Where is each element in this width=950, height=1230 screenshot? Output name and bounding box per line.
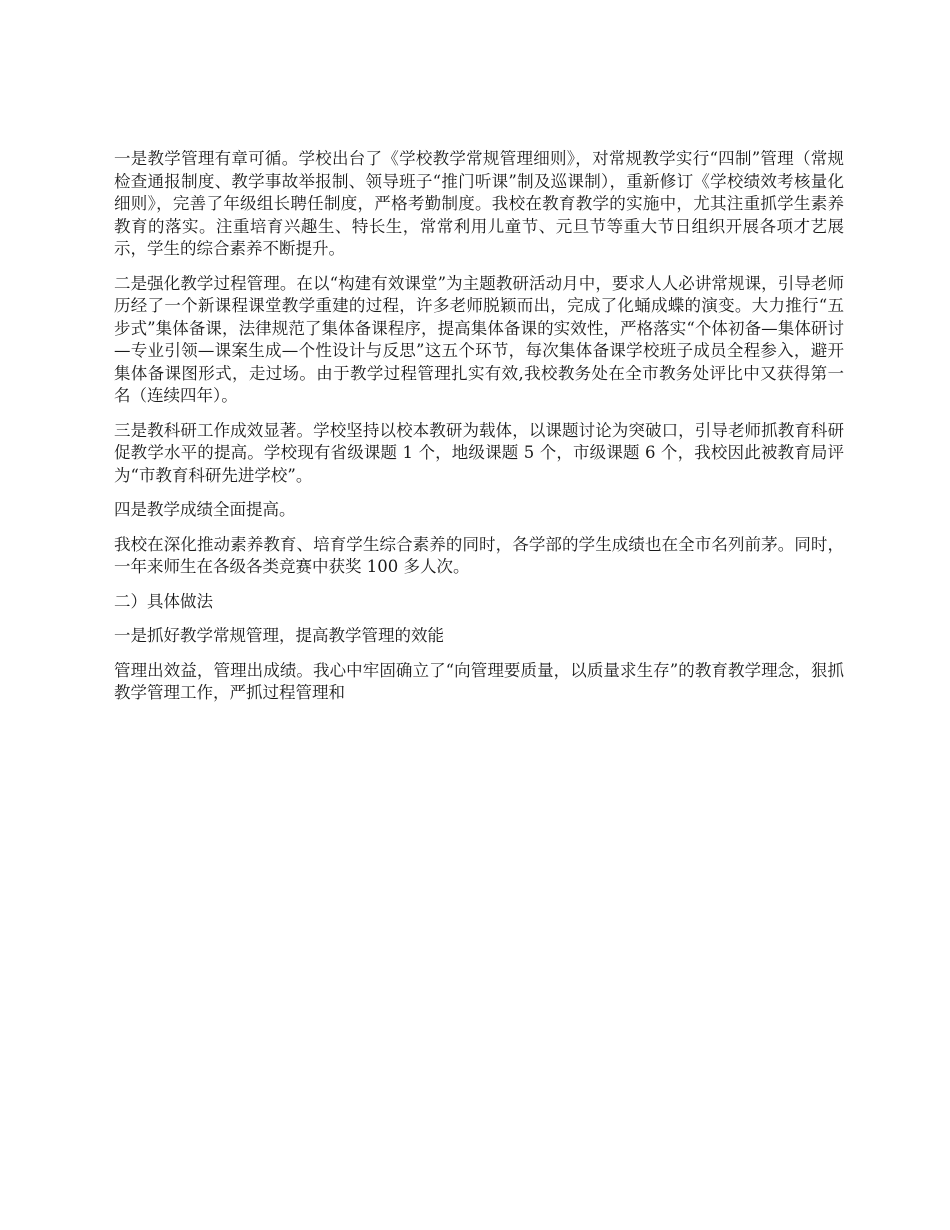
- paragraph-student-results: 我校在深化推动素养教育、培育学生综合素养的同时，各学部的学生成绩也在全市名列前茅。同时，一年来师生在各级各类竞赛中获奖 100 多人次。: [114, 534, 844, 576]
- paragraph-management-efficiency: 管理出效益，管理出成绩。我心中牢固确立了“向管理要质量，以质量求生存”的教育教学理念，狠抓教学管理工作，严抓过程管理和: [114, 660, 844, 702]
- section-heading-specific-methods: 二）具体做法: [114, 591, 213, 611]
- paragraph-research-achievements: 三是教科研工作成效显著。学校坚持以校本教研为载体，以课题讨论为突破口，引导老师抓教育科研促教学水平的提高。学校现有省级课题 1 个，地级课题 5 个，市级课题 6 个，我校因此被教育局评为“市教育科研先进学校”。: [114, 420, 844, 485]
- paragraph-teaching-management-rules: 一是教学管理有章可循。学校出台了《学校教学常规管理细则》，对常规教学实行“四制”管理（常规检查通报制度、教学事故举报制、领导班子“推门听课”制及巡课制），重新修订《学校绩效考核量化细则》，完善了年级组长聘任制度，严格考勤制度。我校在教育教学的实施中，尤其注重抓学生素养教育的落实。注重培育兴趣生、特长生，常常利用儿童节、元旦节等重大节日组织开展各项才艺展示，学生的综合素养不断提升。: [114, 149, 844, 258]
- subheading-routine-management: 一是抓好教学常规管理，提高教学管理的效能: [114, 626, 444, 645]
- document-body: [114, 148, 844, 717]
- paragraph-teaching-results-heading: 四是教学成绩全面提高。: [114, 500, 296, 519]
- paragraph-teaching-process-management: 二是强化教学过程管理。在以“构建有效课堂”为主题教研活动月中，要求人人必讲常规课，引导老师历经了一个新课程课堂教学重建的过程，许多老师脱颖而出，完成了化蛹成蝶的演变。大力推行“五步式”集体备课，法律规范了集体备课程序，提高集体备课的实效性，严格落实“个体初备—集体研讨—专业引领—课案生成—个性设计与反思”这五个环节，每次集体备课学校班子成员全程参入，避开集体备课图形式，走过场。由于教学过程管理扎实有效,我校教务处在全市教务处评比中又获得第一名（连续四年）。: [114, 273, 844, 405]
